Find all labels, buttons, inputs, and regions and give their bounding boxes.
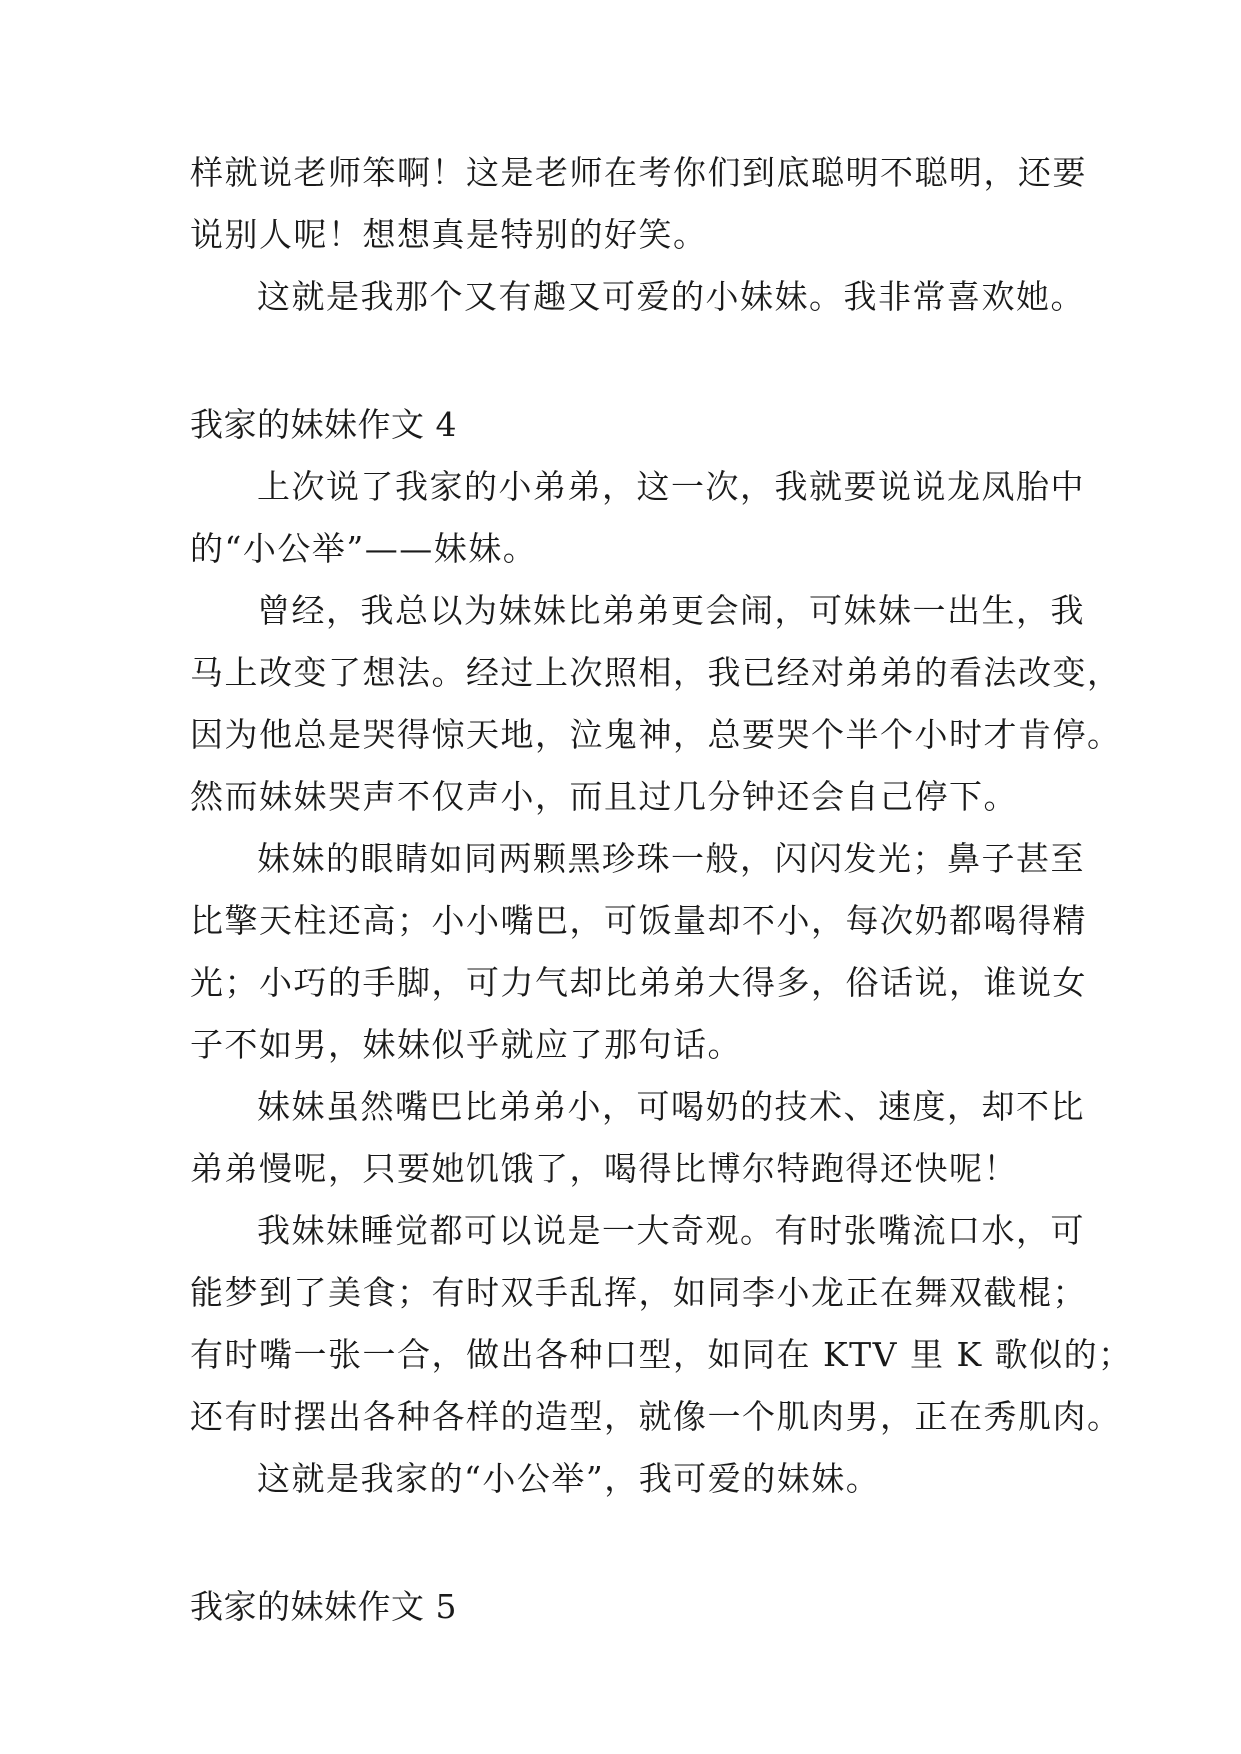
paragraph-line: 弟弟慢呢，只要她饥饿了，喝得比博尔特跑得还快呢！	[190, 1149, 1018, 1188]
paragraph-line: 上次说了我家的小弟弟，这一次，我就要说说龙凤胎中	[257, 467, 1085, 506]
paragraph-line: 子不如男，妹妹似乎就应了那句话。	[190, 1025, 742, 1064]
paragraph-line: 比擎天柱还高；小小嘴巴，可饭量却不小，每次奶都喝得精	[190, 901, 1087, 940]
paragraph-line: 曾经，我总以为妹妹比弟弟更会闹，可妹妹一出生，我	[257, 591, 1085, 630]
paragraph-line: 然而妹妹哭声不仅声小，而且过几分钟还会自己停下。	[190, 777, 1018, 816]
paragraph-line: 马上改变了想法。经过上次照相，我已经对弟弟的看法改变，	[190, 653, 1122, 692]
paragraph-line: 这就是我那个又有趣又可爱的小妹妹。我非常喜欢她。	[257, 277, 1085, 316]
paragraph-line: 样就说老师笨啊！这是老师在考你们到底聪明不聪明，还要	[190, 153, 1087, 192]
paragraph-line: 有时嘴一张一合，做出各种口型，如同在 KTV 里 K 歌似的；	[190, 1335, 1133, 1374]
section-heading: 我家的妹妹作文 4	[190, 405, 457, 444]
paragraph-line: 说别人呢！想想真是特别的好笑。	[190, 215, 708, 254]
paragraph-line: 的“小公举”——妹妹。	[190, 529, 538, 568]
paragraph-line: 这就是我家的“小公举”，我可爱的妹妹。	[257, 1459, 881, 1498]
section-heading: 我家的妹妹作文 5	[190, 1587, 457, 1626]
paragraph-line: 妹妹的眼睛如同两颗黑珍珠一般，闪闪发光；鼻子甚至	[257, 839, 1085, 878]
paragraph-line: 妹妹虽然嘴巴比弟弟小，可喝奶的技术、速度，却不比	[257, 1087, 1085, 1126]
paragraph-line: 我妹妹睡觉都可以说是一大奇观。有时张嘴流口水，可	[257, 1211, 1085, 1250]
paragraph-line: 能梦到了美食；有时双手乱挥，如同李小龙正在舞双截棍；	[190, 1273, 1087, 1312]
paragraph-line: 因为他总是哭得惊天地，泣鬼神，总要哭个半个小时才肯停。	[190, 715, 1122, 754]
paragraph-line: 光；小巧的手脚，可力气却比弟弟大得多，俗话说，谁说女	[190, 963, 1087, 1002]
paragraph-line: 还有时摆出各种各样的造型，就像一个肌肉男，正在秀肌肉。	[190, 1397, 1122, 1436]
